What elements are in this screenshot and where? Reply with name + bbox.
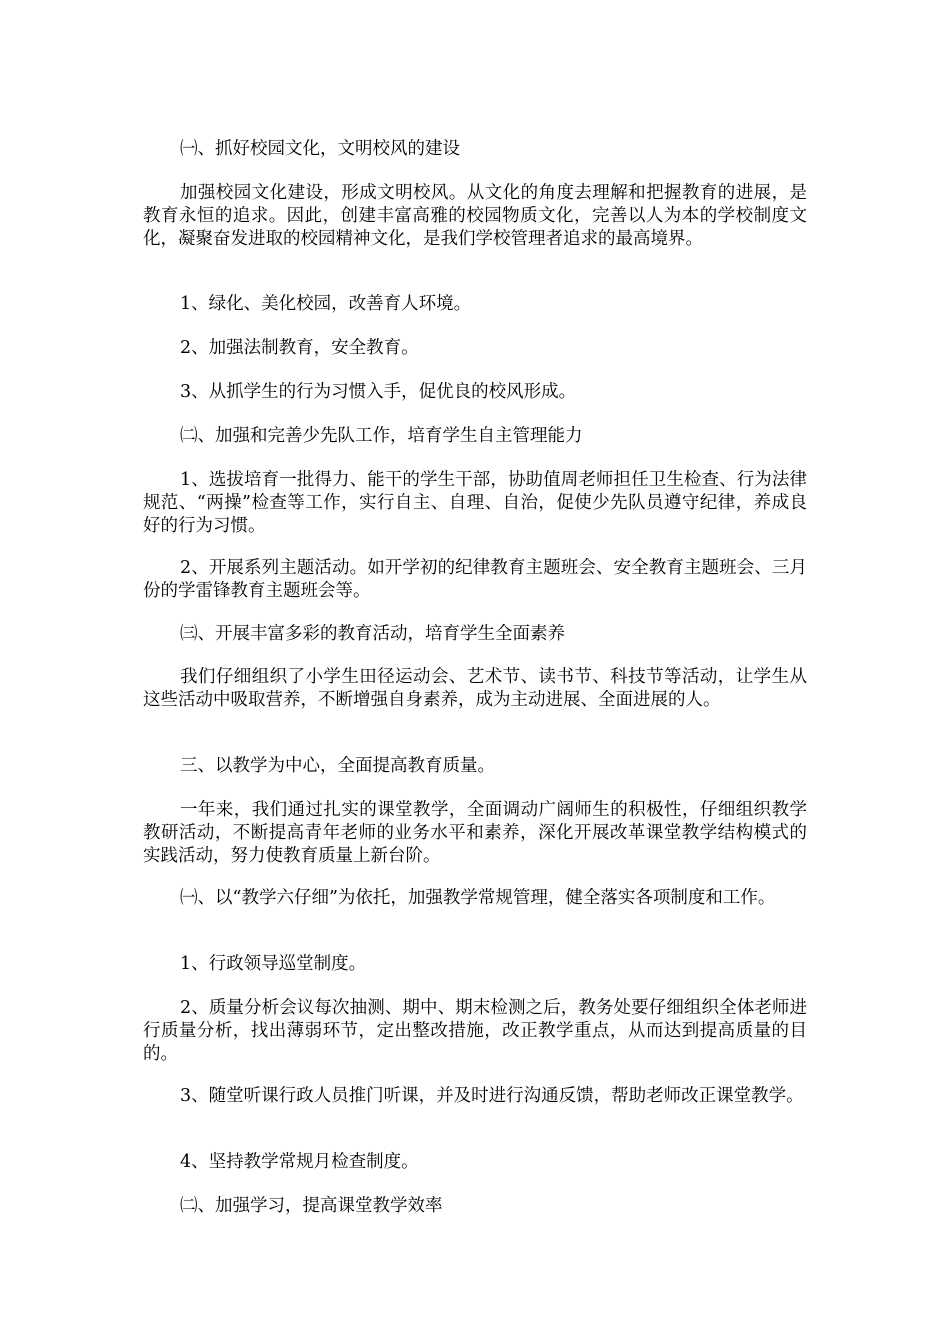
list-item-behavior-habits: 3、从抓学生的行为习惯入手，促优良的校风形成。 — [180, 382, 577, 402]
section-heading-teaching-center: 三、以教学为中心，全面提高教育质量。 — [180, 756, 495, 776]
section-heading-young-pioneers: ㈡、加强和完善少先队工作，培育学生自主管理能力 — [180, 426, 583, 446]
list-item-legal-education: 2、加强法制教育，安全教育。 — [180, 338, 419, 358]
list-item-admin-patrol: 1、行政领导巡堂制度。 — [180, 954, 367, 974]
paragraph-activities-description: 我们仔细组织了小学生田径运动会、艺术节、读书节、科技节等活动，让学生从这些活动中吸取营养，不断增强自身素养，成为主动进展、全面进展的人。 — [143, 667, 807, 710]
paragraph-year-summary: 一年来，我们通过扎实的课堂教学，全面调动广阔师生的积极性，仔细组织教学教研活动，不断提高青年老师的业务水平和素养，深化开展改革课堂教学结构模式的实践活动，努力使教育质量上新台阶。 — [143, 800, 807, 866]
section-heading-education-activities: ㈢、开展丰富多彩的教育活动，培育学生全面素养 — [180, 624, 565, 644]
list-item-monthly-check: 4、坚持教学常规月检查制度。 — [180, 1152, 419, 1172]
list-item-greening: 1、绿化、美化校园，改善育人环境。 — [180, 294, 472, 314]
section-heading-classroom-efficiency: ㈡、加强学习，提高课堂教学效率 — [180, 1196, 443, 1216]
list-item-theme-activities: 2、开展系列主题活动。如开学初的纪律教育主题班会、安全教育主题班会、三月份的学雷锋教育主题班会等。 — [143, 558, 807, 601]
list-item-student-cadres: 1、选拔培育一批得力、能干的学生干部，协助值周老师担任卫生检查、行为法律规范、“两操”检查等工作，实行自主、自理、自治，促使少先队员遵守纪律，养成良好的行为习惯。 — [143, 470, 807, 536]
section-heading-teaching-routine: ㈠、以“教学六仔细”为依托，加强教学常规管理，健全落实各项制度和工作。 — [180, 888, 776, 908]
paragraph-campus-culture-intro: 加强校园文化建设，形成文明校风。从文化的角度去理解和把握教育的进展，是教育永恒的追求。因此，创建丰富高雅的校园物质文化，完善以人为本的学校制度文化，凝聚奋发进取的校园精神文化，是我们学校管理者追求的最高境界。 — [143, 183, 807, 249]
list-item-quality-analysis: 2、质量分析会议每次抽测、期中、期末检测之后，教务处要仔细组织全体老师进行质量分析，找出薄弱环节，定出整改措施，改正教学重点，从而达到提高质量的目的。 — [143, 998, 807, 1064]
section-heading-campus-culture: ㈠、抓好校园文化，文明校风的建设 — [180, 139, 460, 159]
list-item-class-observation: 3、随堂听课行政人员推门听课，并及时进行沟通反馈，帮助老师改正课堂教学。 — [180, 1086, 804, 1106]
